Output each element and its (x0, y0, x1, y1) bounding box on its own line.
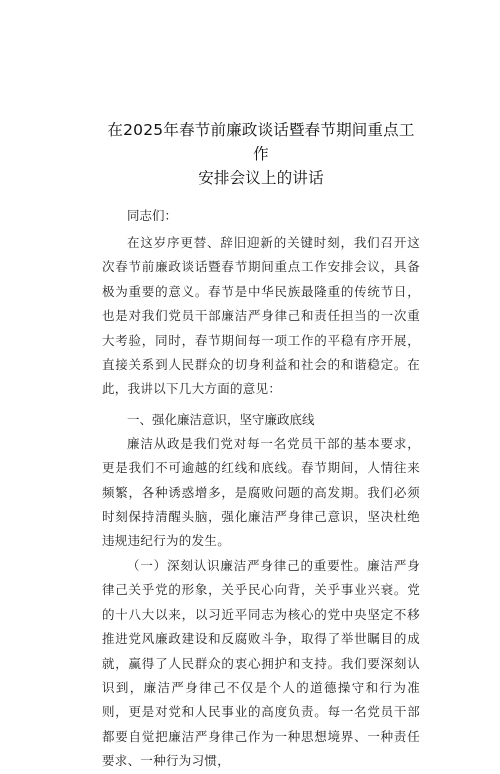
salutation: 同志们： (127, 208, 178, 223)
section-1-paragraph: 廉洁从政是我们党对每一名党员干部的基本要求，更是我们不可逾越的红线和底线。春节期间，人情往来频繁，各种诱惑增多，是腐败问题的高发期。我们必须时刻保持清醒头脑，强化廉洁严身律己意识，坚决杜绝违规违纪行为的发生。 (102, 435, 420, 549)
title-line-2: 安排会议上的讲话 (198, 169, 324, 187)
title-line-1: 在2025年春节前廉政谈话暨春节期间重点工作 (107, 121, 415, 163)
document-title (102, 118, 420, 190)
intro-paragraph: 在这岁序更替、辞旧迎新的关键时刻，我们召开这次春节前廉政谈话暨春节期间重点工作安排会议，具备极为重要的意义。春节是中华民族最隆重的传统节日，也是对我们党员干部廉洁严身律己和责任担当的一次重大考验，同时，春节期间每一项工作的平稳有序开展，直接关系到人民群众的切身利益和社会的和谐稳定。在此，我讲以下几大方面的意见： (102, 235, 420, 397)
section-1-heading: 一、强化廉洁意识，坚守廉政底线 (127, 411, 315, 427)
subsection-1-paragraph: （一）深刻认识廉洁严身律己的重要性。廉洁严身律己关乎党的形象，关乎民心向背，关乎事业兴衰。党的十八大以来，以习近平同志为核心的党中央坚定不移推进党风廉政建设和反腐败斗争，取得了举世瞩目的成就，赢得了人民群众的衷心拥护和支持。我们要深刻认识到，廉洁严身律己不仅是个人的道德操守和行为准则，更是对党和人民事业的高度负责。每一名党员干部都要自觉把廉洁严身律己作为一种思想境界、一种责任要求、一种行为习惯， (102, 557, 420, 769)
